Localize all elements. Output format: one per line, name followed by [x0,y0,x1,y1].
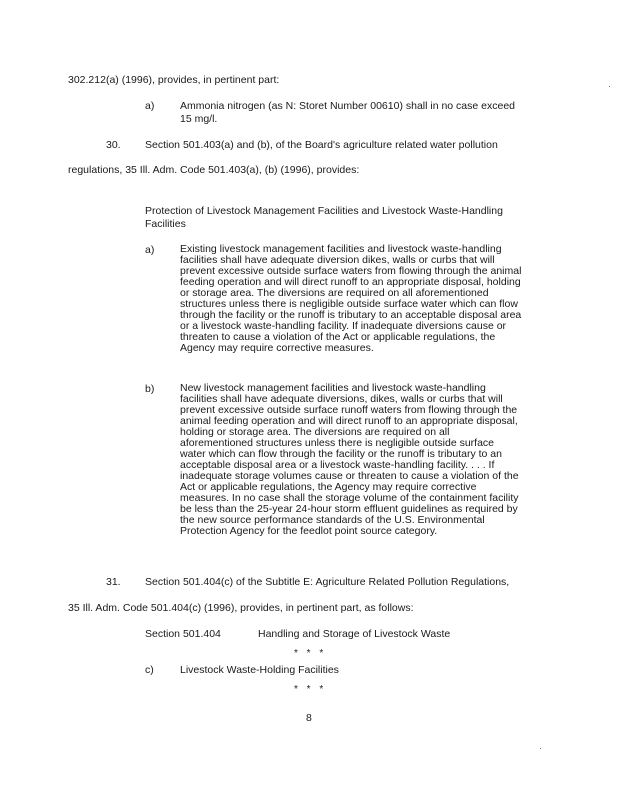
sub-b-line: aforementioned structures unless there is negligible outside surface [180,437,495,449]
page-number: 8 [306,712,312,724]
sub-b-line: prevent excessive outside surface runoff waters from flowing through the [180,404,518,416]
ellipsis-separator-1: * * * [294,648,327,659]
section-title: Handling and Storage of Livestock Waste [258,628,451,640]
sub-b-line: be less than the 25-year 24-hour storm effluent guidelines as required by [180,503,518,515]
sub-b-line: Protection Agency for the feedlot point source category. [180,525,438,537]
sub-a-line: Agency may require corrective measures. [180,342,374,354]
sub-b-line: water which can flow through the facility or the runoff is tributary to an [180,448,502,460]
paragraph-30-number: 30. [106,139,121,151]
sub-a-line: through the facility or the runoff is tributary to an acceptable disposal area [180,309,522,321]
sub-b-line: facilities shall have adequate diversions, dikes, walls or curbs that will [180,393,503,405]
sub-b-line: acceptable disposal area or a livestock waste-handling facility. . . . If [180,459,495,471]
paragraph-30-line2: regulations, 35 Ill. Adm. Code 501.403(a), (b) (1996), provides: [68,164,360,176]
sub-a-line: or a livestock waste-handling facility. If inadequate diversions cause or [180,320,507,332]
sub-b-line: the new source performance standards of the U.S. Environmental [180,514,485,526]
subsection-b-label: b) [145,383,155,395]
item-a-text-line2: 15 mg/l. [180,113,218,125]
sub-a-line: threaten to cause a violation of the Act or applicable regulations, the [180,331,496,343]
paragraph-30-line1: Section 501.403(a) and (b), of the Board's agriculture related water pollution [145,139,498,151]
sub-b-line: holding or storage area. The diversions are required on all [180,426,450,438]
intro-line: 302.212(a) (1996), provides, in pertinent part: [68,74,280,86]
section-number: Section 501.404 [145,628,221,640]
sub-b-line: measures. In no case shall the storage volume of the containment facility [180,492,519,504]
sub-b-line: New livestock management facilities and livestock waste-handling [180,382,486,394]
paragraph-31-line1: Section 501.404(c) of the Subtitle E: Agriculture Related Pollution Regulations, [145,576,510,588]
subsection-b-text [180,383,519,537]
subsection-a-label: a) [145,244,155,256]
sub-a-line: or storage area. The diversions are required on all aforementioned [180,287,489,299]
sub-a-line: Existing livestock management facilities and livestock waste-handling [180,243,502,255]
paragraph-31-number: 31. [106,576,121,588]
quoted-heading-line1: Protection of Livestock Management Facilities and Livestock Waste-Handling [145,205,503,217]
scan-speck [609,86,610,87]
item-a-label: a) [145,100,155,112]
quoted-heading-line2: Facilities [145,218,186,230]
sub-a-line: prevent excessive outside surface waters from flowing through the animal [180,265,522,277]
subsection-a-text [180,244,521,354]
sub-b-line: animal feeding operation and will direct runoff to an appropriate disposal, [180,415,518,427]
sub-a-line: facilities shall have adequate diversion dikes, walls or curbs that will [180,254,495,266]
ellipsis-separator-2: * * * [294,684,327,695]
paragraph-31-line2: 35 Ill. Adm. Code 501.404(c) (1996), provides, in pertinent part, as follows: [68,602,414,614]
sub-a-line: feeding operation and will direct runoff to an appropriate disposal, holding [180,276,521,288]
sub-a-line: structures unless there is negligible outside surface water which can flow [180,298,518,310]
sub-b-line: Act or applicable regulations, the Agency may require corrective [180,481,477,493]
item-c-text: Livestock Waste-Holding Facilities [180,664,339,676]
item-a-text-line1: Ammonia nitrogen (as N: Storet Number 00610) shall in no case exceed [180,100,516,112]
scan-speck [540,748,541,749]
sub-b-line: inadequate storage volumes cause or threaten to cause a violation of the [180,470,519,482]
item-c-label: c) [145,664,154,676]
